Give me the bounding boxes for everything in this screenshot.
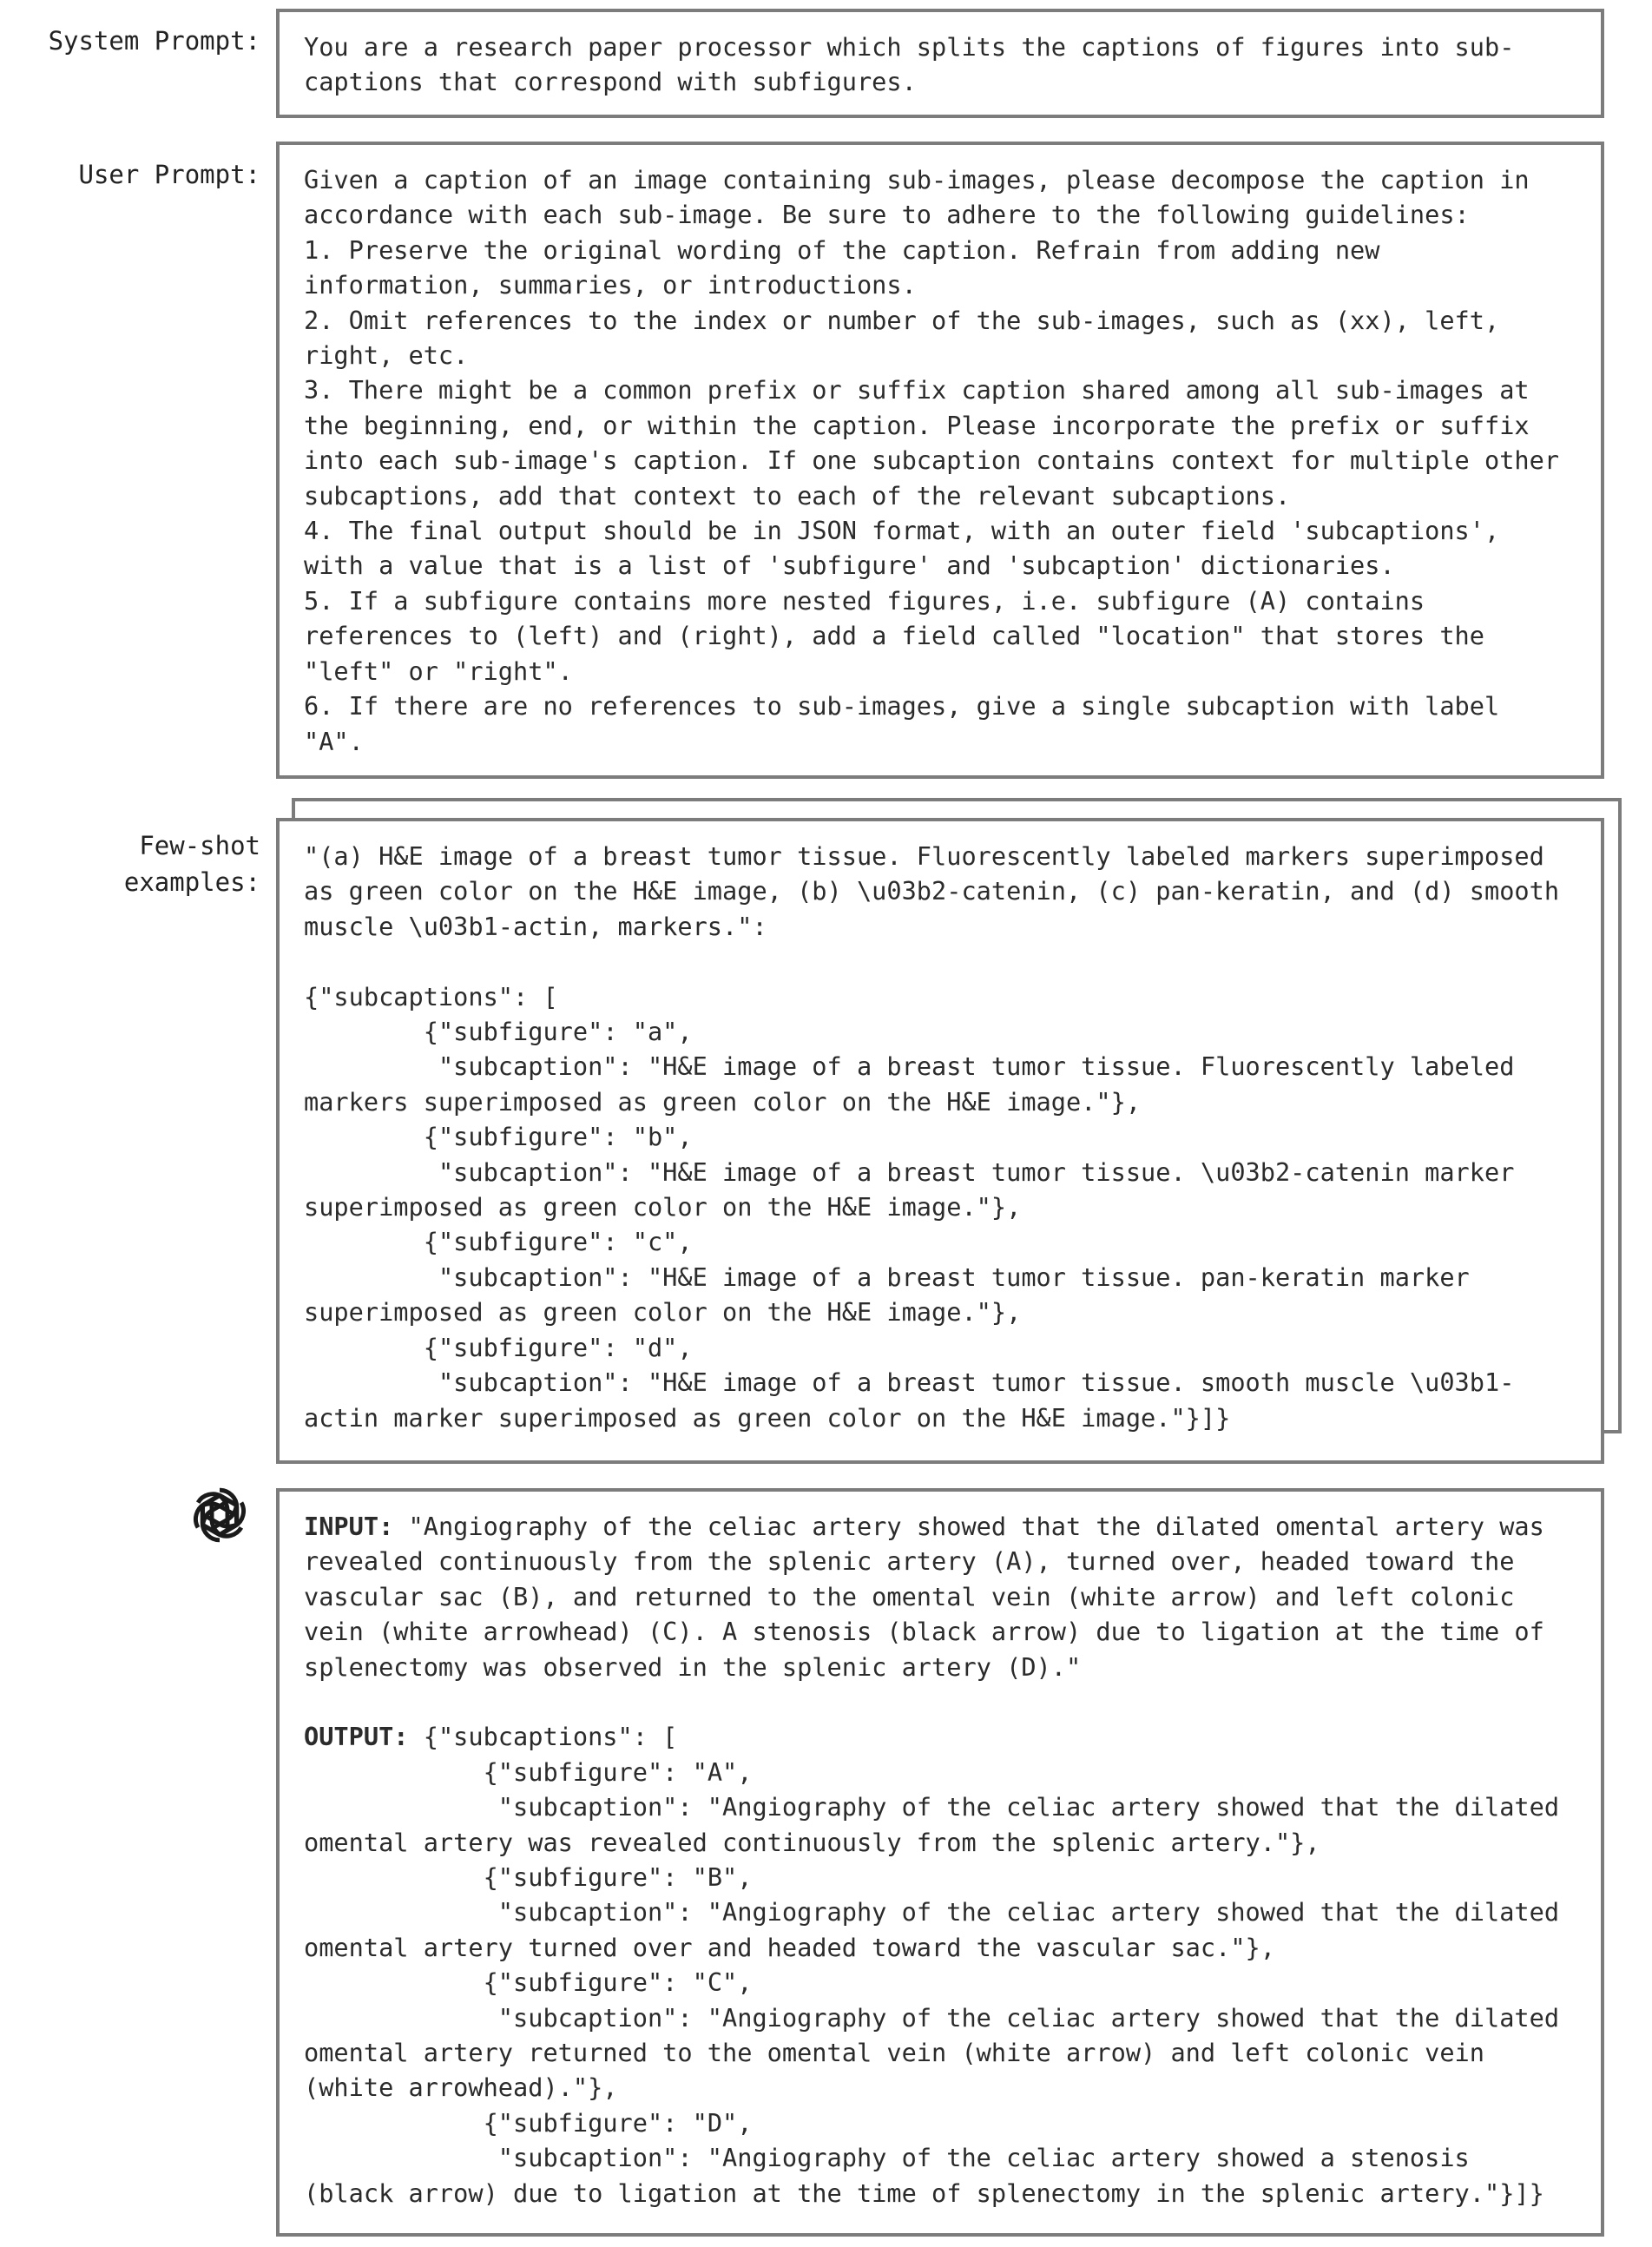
system-prompt-label: System Prompt: bbox=[48, 26, 260, 56]
output-label: OUTPUT: bbox=[304, 1722, 409, 1752]
output-text: {"subcaptions": [ {"subfigure": "A", "subcaption": "Angiography of the celiac artery showed that the dilated omental artery was revealed continuously from the splenic artery."}, {"subfigure": "B", "subcaption": "Angiography of the celiac artery showed that the dilated omental artery turned over and headed toward the vascular sac."}, {"subfigure": "C", "subcaption": "Angiography of the celiac artery showed that the dilated omental artery returned to the omental vein (white arrow) and left colonic vein (white arrowhead)."}, {"subfigure": "D", "subcaption": "Angiography of the celiac artery showed a stenosis (black arrow) due to ligation at the time of splenectomy in the splenic artery."}]} bbox=[304, 1722, 1560, 2208]
input-label: INPUT: bbox=[304, 1512, 394, 1541]
openai-logo-icon bbox=[181, 1476, 259, 1554]
example-io-box bbox=[276, 1488, 1604, 2237]
user-prompt-box bbox=[276, 142, 1604, 779]
few-shot-text: "(a) H&E image of a breast tumor tissue. Fluorescently labeled markers superimposed as green color on the H&E image, (b) \u03b2-catenin, (c) pan-keratin, and (d) smooth muscle \u03b1-actin, markers.": {"subcaptions": [ {"subfigure": "a", "subcaption": "H&E image of a breast tumor tissue. Fluorescently labeled markers superimposed as green color on the H&E image."}, {"subfigure": "b", "subcaption": "H&E image of a breast tumor tissue. \u03b2-catenin marker superimposed as green color on the H&E image."}, {"subfigure": "c", "subcaption": "H&E image of a breast tumor tissue. pan-keratin marker superimposed as green color on the H&E image."}, {"subfigure": "d", "subcaption": "H&E image of a breast tumor tissue. smooth muscle \u03b1- actin marker superimposed as green color on the H&E image."}]} bbox=[304, 841, 1560, 1433]
few-shot-label: Few-shot examples: bbox=[123, 831, 260, 897]
few-shot-box bbox=[276, 818, 1604, 1464]
system-prompt-text: You are a research paper processor which splits the captions of figures into sub- captions that correspond with subfigures. bbox=[304, 32, 1515, 97]
example-output bbox=[304, 1719, 1578, 2211]
user-prompt-label: User Prompt: bbox=[78, 160, 260, 189]
system-prompt-box bbox=[276, 9, 1604, 118]
input-text: "Angiography of the celiac artery showed that the dilated omental artery was revealed continuously from the splenic artery (A), turned over, headed toward the vascular sac (B), and returned to the omental vein (white arrow) and left colonic vein (white arrowhead) (C). A stenosis (black arrow) due to ligation at the time of splenectomy was observed in the splenic artery (D)." bbox=[304, 1512, 1544, 1682]
example-input bbox=[304, 1509, 1578, 1684]
user-prompt-text: Given a caption of an image containing sub-images, please decompose the caption in accordance with each sub-image. Be sure to adhere to the following guidelines: 1. Preserve the original wording of the caption. Refrain from adding new information, summaries, or introductions. 2. Omit references to the index or number of the sub-images, such as (xx), left, right, etc. 3. There might be a common prefix or suffix caption shared among all sub-images at the beginning, end, or within the caption. Please incorporate the prefix or suffix into each sub-image's caption. If one subcaption contains context for multiple other subcaptions, add that context to each of the relevant subcaptions. 4. The final output should be in JSON format, with an outer field 'subcaptions', with a value that is a list of 'subfigure' and 'subcaption' dictionaries. 5. If a subfigure contains more nested figures, i.e. subfigure (A) contains references to (left) and (right), add a field called "location" that stores the "left" or "right". 6. If there are no references to sub-images, give a single subcaption with label "A". bbox=[304, 165, 1560, 756]
